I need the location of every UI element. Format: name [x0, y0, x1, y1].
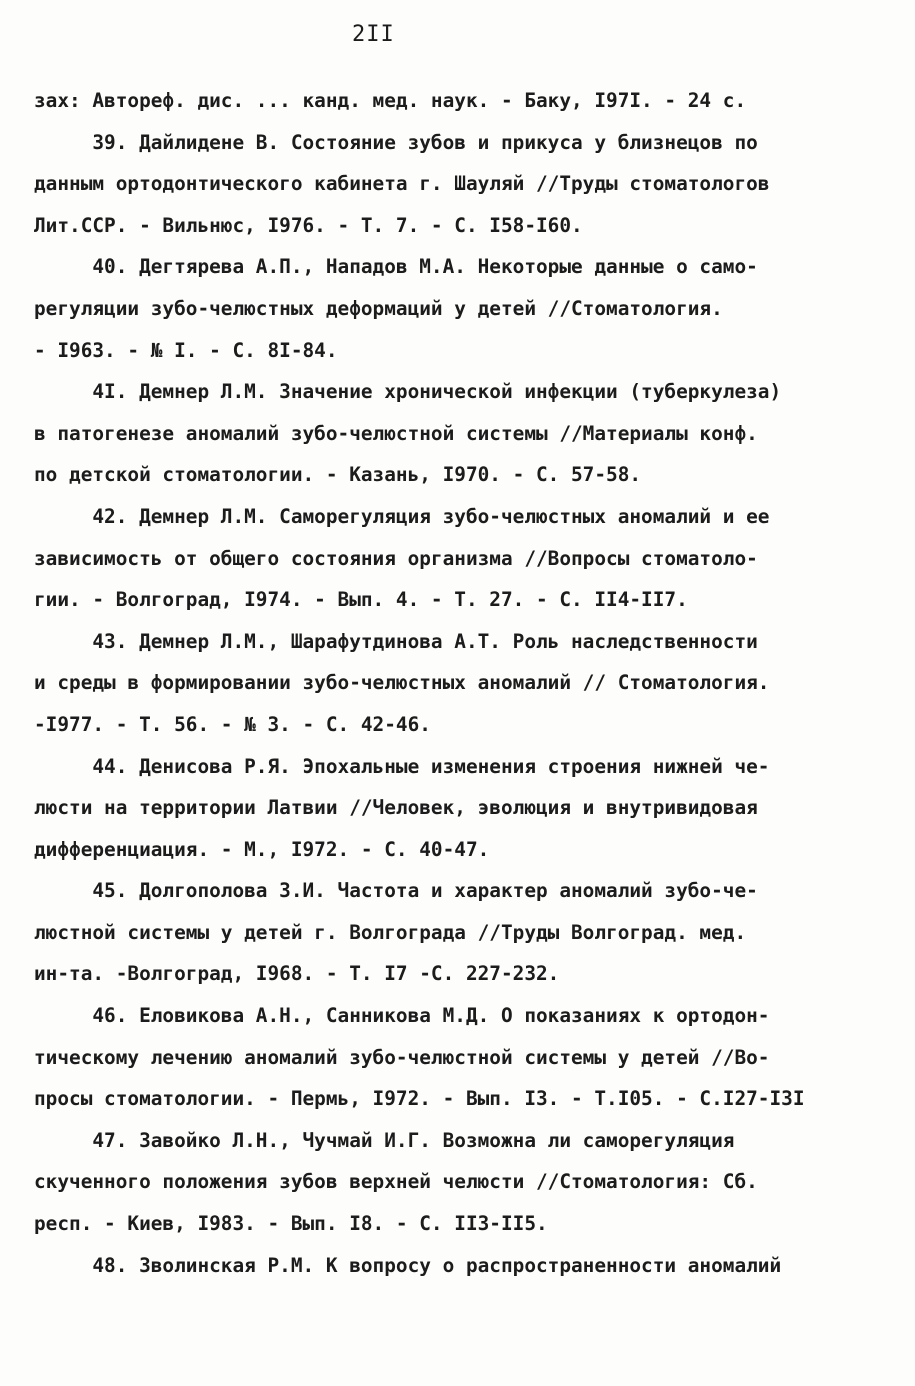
- text-line: в патогенезе аномалий зубо-челюстной системы //Материалы конф.: [34, 421, 758, 445]
- text-line: 39. Дайлидене В. Состояние зубов и прикуса у близнецов по: [34, 130, 758, 154]
- text-line: зависимость от общего состояния организма //Вопросы стоматоло-: [34, 546, 758, 570]
- text-line: 44. Денисова Р.Я. Эпохальные изменения строения нижней че-: [34, 754, 770, 778]
- text-line: 4I. Демнер Л.М. Значение хронической инфекции (туберкулеза): [34, 380, 782, 404]
- text-line: зах: Автореф. дис. ... канд. мед. наук. - Баку, I97I. - 24 с.: [34, 89, 747, 112]
- text-line: люсти на территории Латвии //Человек, эволюция и внутривидовая: [34, 796, 758, 820]
- text-line: ин-та. -Волгоград, I968. - Т. I7 -С. 227-232.: [34, 962, 560, 986]
- text-line: 48. Зволинская Р.М. К вопросу о распространенности аномалий: [34, 1253, 782, 1277]
- text-line: 42. Демнер Л.М. Саморегуляция зубо-челюстных аномалий и ее: [34, 504, 770, 528]
- text-line: просы стоматологии. - Пермь, I972. - Вып. I3. - Т.I05. - С.I27-I3I: [34, 1087, 805, 1111]
- text-line: - I963. - № I. - С. 8I-84.: [34, 338, 338, 362]
- text-line: регуляции зубо-челюстных деформаций у детей //Стоматология.: [34, 296, 723, 320]
- text-line: респ. - Киев, I983. - Вып. I8. - С. II3-II5.: [34, 1212, 548, 1236]
- text-line: -I977. - Т. 56. - № 3. - С. 42-46.: [34, 712, 431, 736]
- text-line: гии. - Волгоград, I974. - Вып. 4. - Т. 27. - С. II4-II7.: [34, 588, 688, 612]
- text-line: скученного положения зубов верхней челюсти //Стоматология: Сб.: [34, 1170, 758, 1194]
- text-line: и среды в формировании зубо-челюстных аномалий // Стоматология.: [34, 671, 770, 695]
- page-number: 2II: [352, 22, 395, 47]
- text-line: 46. Еловикова А.Н., Санникова М.Д. О показаниях к ортодон-: [34, 1004, 770, 1028]
- text-line: люстной системы у детей г. Волгограда //Труды Волгоград. мед.: [34, 920, 747, 944]
- text-line: 40. Дегтярева А.П., Нападов М.А. Некоторые данные о само-: [34, 255, 758, 279]
- text-line: данным ортодонтического кабинета г. Шауляй //Труды стоматологов: [34, 172, 770, 196]
- text-line: Лит.ССР. - Вильнюс, I976. - Т. 7. - С. I58-I60.: [34, 213, 583, 237]
- text-line: по детской стоматологии. - Казань, I970. - С. 57-58.: [34, 463, 642, 487]
- text-line: 43. Демнер Л.М., Шарафутдинова А.Т. Роль наследственности: [34, 629, 758, 653]
- bibliography-text: [34, 80, 884, 1286]
- text-line: дифференциация. - М., I972. - С. 40-47.: [34, 837, 490, 861]
- text-line: тическому лечению аномалий зубо-челюстной системы у детей //Во-: [34, 1045, 770, 1069]
- text-line: 45. Долгополова З.И. Частота и характер аномалий зубо-че-: [34, 879, 758, 903]
- text-line: 47. Завойко Л.Н., Чучмай И.Г. Возможна ли саморегуляция: [34, 1128, 735, 1152]
